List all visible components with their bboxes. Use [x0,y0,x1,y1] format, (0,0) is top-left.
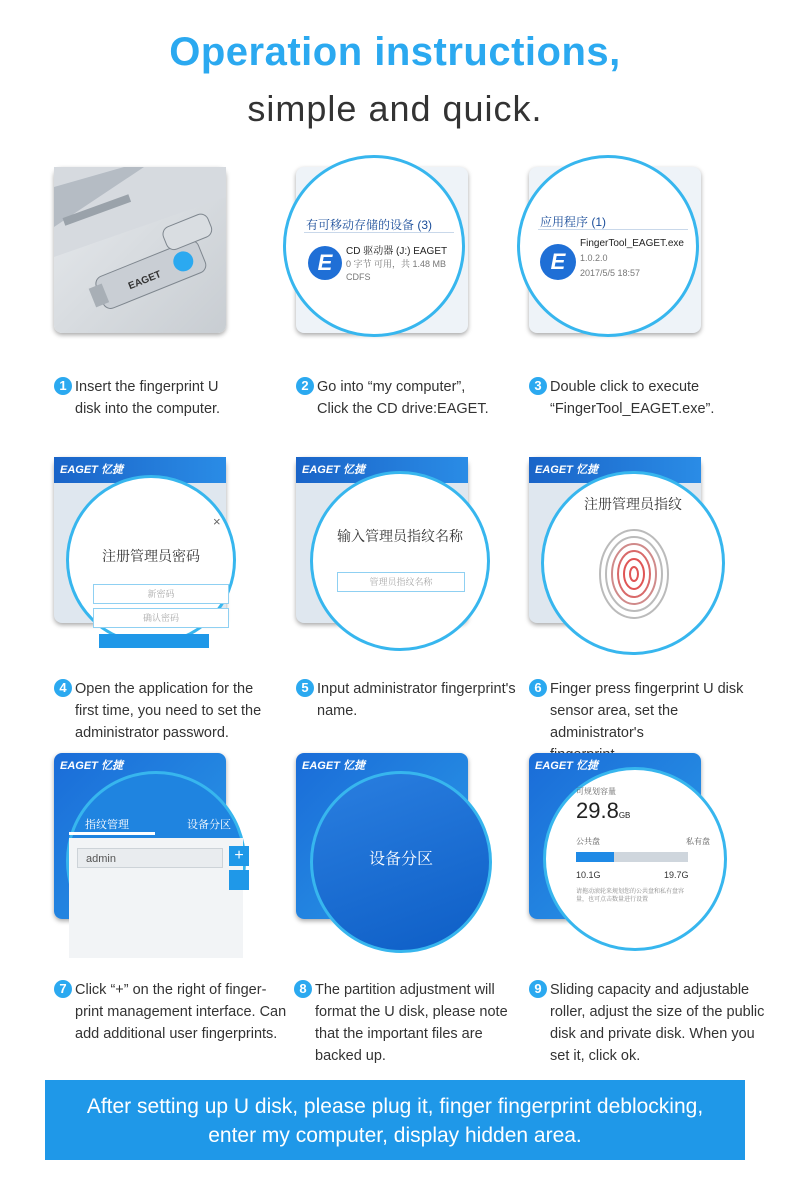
step-text: Finger press fingerprint U disk sensor area, set the administrator's [550,681,744,741]
step-5 [296,678,536,722]
brand-label: EAGET 忆捷 [60,464,123,476]
step-text: Double click to execute “FingerTool_EAGET.exe”. [550,379,715,417]
public-size: 10.1G [576,870,601,880]
capacity-value [576,798,630,824]
capacity-unit: GB [618,811,631,820]
add-fingerprint-button[interactable]: + [229,846,249,866]
footer-banner: After setting up U disk, please plug it, finger fingerprint deblocking, enter my computer, display hidden area. [45,1080,745,1160]
app-file-screenshot [529,167,701,333]
zoom-circle [543,767,727,951]
confirm-button[interactable] [99,634,209,648]
step-number-badge: 7 [54,980,72,998]
brand-label: EAGET 忆捷 [302,464,365,476]
dialog-title: 注册管理员密码 [102,548,200,564]
brand-label: EAGET 忆捷 [302,760,365,772]
step-4 [54,678,294,744]
private-disk-label: 私有盘 [686,837,710,846]
step-number-badge: 2 [296,377,314,395]
step-number-badge: 5 [296,679,314,697]
step-text: The partition adjustment will format the U disk, please note that the important files are backed up. [315,982,508,1064]
brand-label: EAGET 忆捷 [535,464,598,476]
step-text: Sliding capacity and adjustable roller, adjust the size of the public disk and private disk. When you set it, click ok. [550,982,765,1064]
exe-file-item[interactable]: FingerTool_EAGET.exe [580,238,684,249]
register-fingerprint-screenshot [529,457,701,623]
step-2 [296,376,536,420]
zoom-circle [310,771,492,953]
step-number-badge: 1 [54,377,72,395]
fingerprint-icon [596,526,672,622]
tab-device-partition[interactable]: 设备分区 [187,819,231,831]
fingerprint-name-screenshot [296,457,468,623]
step-8 [294,979,534,1067]
step-number-badge: 8 [294,980,312,998]
dialog-title: 输入管理员指纹名称 [337,528,463,544]
confirm-password-input[interactable]: 确认密码 [93,608,229,628]
eaget-logo-icon: E [540,244,576,280]
set-password-screenshot [54,457,226,623]
drive-space: 0 字节 可用，共 1.48 MB [346,259,447,269]
capacity-caption: 可规划容量 [576,787,616,796]
zoom-circle [541,471,725,655]
user-list-item[interactable]: admin [77,848,223,868]
brand-label: EAGET 忆捷 [60,760,123,772]
step-3 [529,376,769,420]
step-9 [529,979,769,1067]
slider-hint: 请拖动滚轮来规划您的公共盘和私有盘容量，也可点击数量进行设置 [576,889,685,903]
usb-photo [54,167,226,333]
capacity-number: 29.8 [576,798,619,823]
dialog-title: 注册管理员指纹 [584,496,682,512]
step-text: Go into “my computer”, Click the CD drive:EAGET. [317,379,489,417]
step-1 [54,376,294,420]
step-text: Input administrator fingerprint's name. [317,681,516,719]
zoom-circle [66,475,236,645]
page-title: Operation instructions, [169,30,621,74]
usb-drive-illustration [54,167,226,333]
edit-icon[interactable] [229,870,249,890]
capacity-slider-track[interactable] [576,852,688,862]
zoom-circle [66,771,246,951]
file-date: 2017/5/5 18:57 [580,268,641,278]
step-number-badge: 6 [529,679,547,697]
zoom-circle [310,471,490,651]
device-partition-label[interactable]: 设备分区 [368,851,433,868]
new-password-input[interactable]: 新密码 [93,584,229,604]
step-number-badge: 3 [529,377,547,395]
capacity-slider-fill [576,852,614,862]
fingerprint-name-input[interactable]: 管理员指纹名称 [337,572,465,592]
public-disk-label: 公共盘 [576,837,600,846]
step-7 [54,979,294,1045]
step-text: Click “+” on the right of finger- print management interface. Can add additional user fingerprints. [75,982,287,1042]
fingerprint-management-screenshot [54,753,244,919]
zoom-circle [517,155,699,337]
zoom-circle [283,155,465,337]
svg-text:EAGET: EAGET [126,269,163,293]
step-number-badge: 9 [529,980,547,998]
file-version: 1.0.2.0 [580,253,608,263]
capacity-slider-screenshot [529,753,710,919]
brand-label: EAGET 忆捷 [535,760,598,772]
close-icon[interactable]: × [213,514,221,529]
step-number-badge: 4 [54,679,72,697]
app-group-label: 应用程序 (1) [540,215,607,229]
step-text: Open the application for the first time, you need to set the administrator password. [75,681,262,741]
tab-fingerprint-management[interactable]: 指纹管理 [85,819,129,831]
device-group-label: 有可移动存储的设备 (3) [306,218,433,232]
device-partition-screenshot [296,753,468,919]
step-text: Insert the fingerprint U disk into the computer. [75,379,221,417]
my-computer-screenshot [296,167,468,333]
eaget-logo-icon: E [308,246,342,280]
page-subtitle: simple and quick. [247,88,543,129]
cd-drive-item[interactable]: CD 驱动器 (J:) EAGET [346,246,448,257]
private-size: 19.7G [664,870,689,880]
drive-filesystem: CDFS [346,272,371,282]
